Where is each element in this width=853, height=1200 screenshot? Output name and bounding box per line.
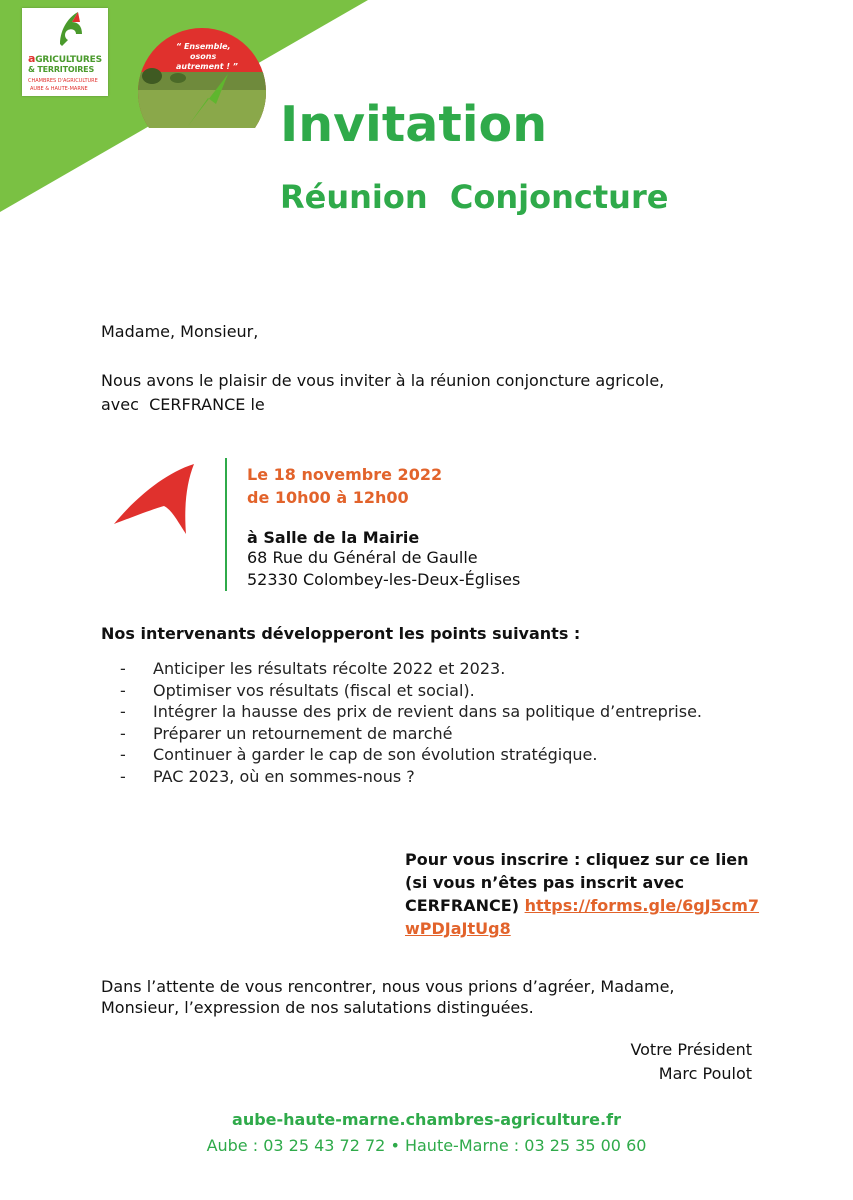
chamber-logo [22, 8, 108, 96]
footer-website[interactable]: aube-haute-marne.chambres-agriculture.fr [232, 1110, 621, 1129]
list-item: - PAC 2023, où en sommes-nous ? [120, 766, 415, 786]
list-item: - Préparer un retournement de marché [120, 723, 453, 743]
list-item: - Continuer à garder le cap de son évolution stratégique. [120, 745, 598, 765]
event-venue: à Salle de la Mairie [247, 528, 420, 547]
slogan-line3: autrement ! ” [176, 62, 238, 71]
red-arrow-icon [112, 462, 202, 537]
slogan-line1: “ Ensemble, [176, 42, 231, 51]
intro-line2: avec CERFRANCE le [101, 395, 265, 414]
closing-line1: Dans l’attente de vous rencontrer, nous vous prions d’agréer, Madame, [101, 977, 675, 996]
logo-line1: aGRICULTURES [28, 52, 102, 65]
event-date: Le 18 novembre 2022 [247, 465, 443, 484]
list-item: - Intégrer la hausse des prix de revient dans sa politique d’entreprise. [120, 702, 703, 722]
agri-logo-icon [22, 8, 108, 52]
signature-role: Votre Président [630, 1040, 752, 1059]
points-heading: Nos intervenants développeront les points suivants : [101, 624, 581, 643]
divider [225, 458, 227, 591]
logo-line2: & TERRITOIRES [28, 65, 95, 74]
list-item: - Optimiser vos résultats (fiscal et social). [120, 680, 475, 700]
closing-line2: Monsieur, l’expression de nos salutations distinguées. [101, 998, 534, 1017]
list-item: - Anticiper les résultats récolte 2022 et 2023. [120, 659, 506, 678]
signature-name: Marc Poulot [658, 1064, 752, 1083]
event-time: de 10h00 à 12h00 [247, 488, 409, 507]
registration-text: Pour vous inscrire : cliquez sur ce lien (si vous n’êtes pas inscrit avec CERFRANCE) [405, 850, 749, 915]
registration-link[interactable]: https://forms.gle/6gJ5cm7wPDJaJtUg8 [405, 896, 760, 938]
event-address-line1: 68 Rue du Général de Gaulle [247, 548, 478, 567]
page-subtitle: Réunion Conjoncture [280, 178, 669, 216]
page-title: Invitation [280, 96, 548, 153]
logo-line4: AUBE & HAUTE-MARNE [30, 86, 88, 92]
slogan-line2: osons [190, 52, 217, 61]
intro-line1: Nous avons le plaisir de vous inviter à la réunion conjoncture agricole, [101, 371, 665, 390]
registration-block [405, 848, 765, 940]
points-list [120, 658, 702, 788]
footer-phones: Aube : 03 25 43 72 72 • Haute-Marne : 03 25 35 00 60 [206, 1136, 647, 1155]
logo-line3: CHAMBRES D'AGRICULTURE [28, 78, 98, 84]
event-address-line2: 52330 Colombey-les-Deux-Églises [247, 570, 521, 589]
salutation: Madame, Monsieur, [101, 322, 259, 341]
